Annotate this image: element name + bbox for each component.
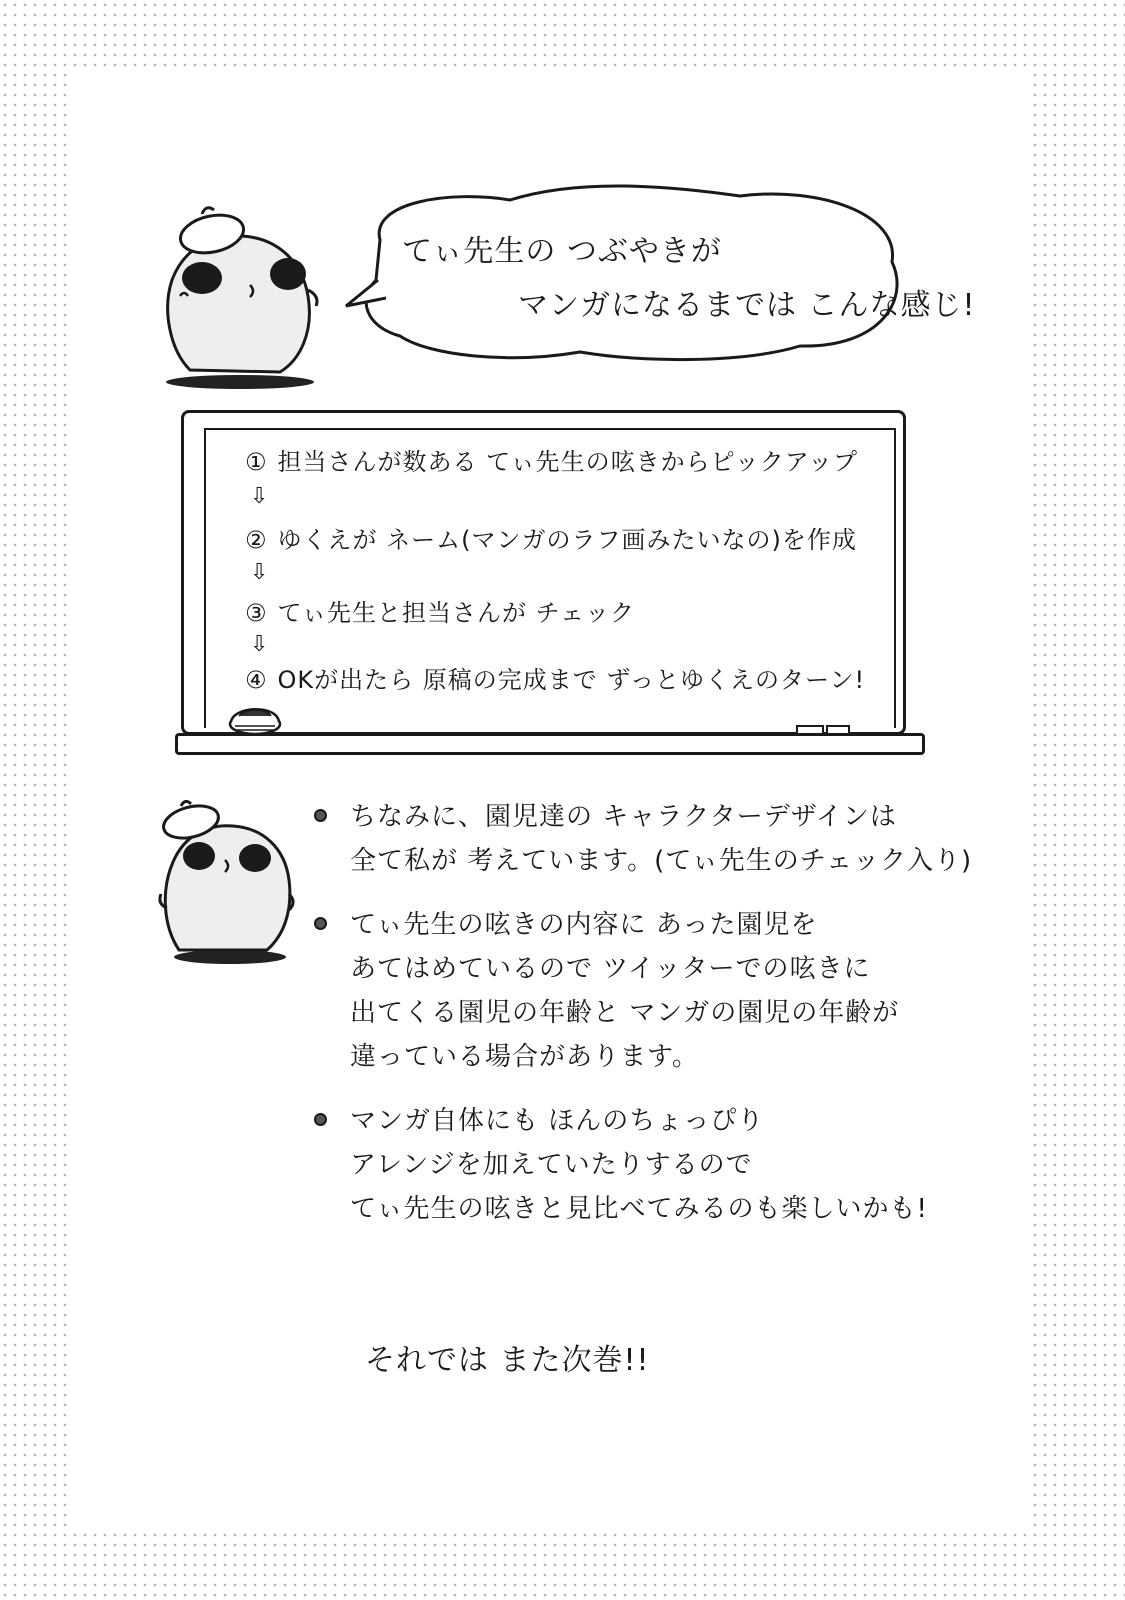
bullet-icon <box>314 917 327 930</box>
chalk-icon <box>795 722 855 741</box>
bullet-icon <box>314 809 327 822</box>
whiteboard <box>175 410 925 765</box>
workflow-step-4 <box>245 660 865 695</box>
step-text: てぃ先生と担当さんが チェック <box>277 599 635 627</box>
note-line: てぃ先生の呟きと見比べてみるのも楽しいかも! <box>350 1194 928 1224</box>
step-number: ① <box>245 448 268 476</box>
note-line: 出てくる園児の年齢と マンガの園児の年齢が <box>350 998 900 1028</box>
closing-message: それでは また次巻!! <box>365 1343 650 1378</box>
notes-list <box>310 795 973 1251</box>
down-arrow-icon: ⇩ <box>250 484 269 509</box>
step-text: OKが出たら 原稿の完成まで ずっとゆくえのターン! <box>277 666 866 694</box>
step-number: ③ <box>245 599 268 627</box>
workflow-step-3 <box>245 593 635 628</box>
step-number: ④ <box>245 666 268 694</box>
mascot-top-icon <box>150 200 330 395</box>
workflow-step-2 <box>245 520 857 555</box>
step-number: ② <box>245 526 268 554</box>
mascot-bottom-icon <box>155 800 300 970</box>
board-eraser-icon <box>227 698 283 740</box>
bubble-text-line2: マンガになるまでは こんな感じ! <box>518 288 976 323</box>
note-item <box>310 903 950 1079</box>
workflow-step-1 <box>245 442 858 477</box>
note-item <box>310 795 973 883</box>
note-line: 全て私が 考えています。(てぃ先生のチェック入り) <box>350 846 973 876</box>
speech-bubble <box>340 180 976 370</box>
down-arrow-icon: ⇩ <box>250 632 269 657</box>
note-line: アレンジを加えていたりするので <box>350 1150 753 1180</box>
bullet-icon <box>314 1113 327 1126</box>
note-item <box>310 1099 950 1231</box>
note-line: ちなみに、園児達の キャラクターデザインは <box>350 802 897 832</box>
note-line: あてはめているので ツイッターでの呟きに <box>350 954 871 984</box>
note-line: てぃ先生の呟きの内容に あった園児を <box>350 910 818 940</box>
step-text: ゆくえが ネーム(マンガのラフ画みたいなの)を作成 <box>277 526 857 554</box>
note-line: 違っている場合があります。 <box>350 1042 699 1072</box>
note-line: マンガ自体にも ほんのちょっぴり <box>350 1106 765 1136</box>
down-arrow-icon: ⇩ <box>250 560 269 585</box>
step-text: 担当さんが数ある てぃ先生の呟きからピックアップ <box>277 448 859 476</box>
bubble-text-line1: てぃ先生の つぶやきが <box>402 234 722 269</box>
